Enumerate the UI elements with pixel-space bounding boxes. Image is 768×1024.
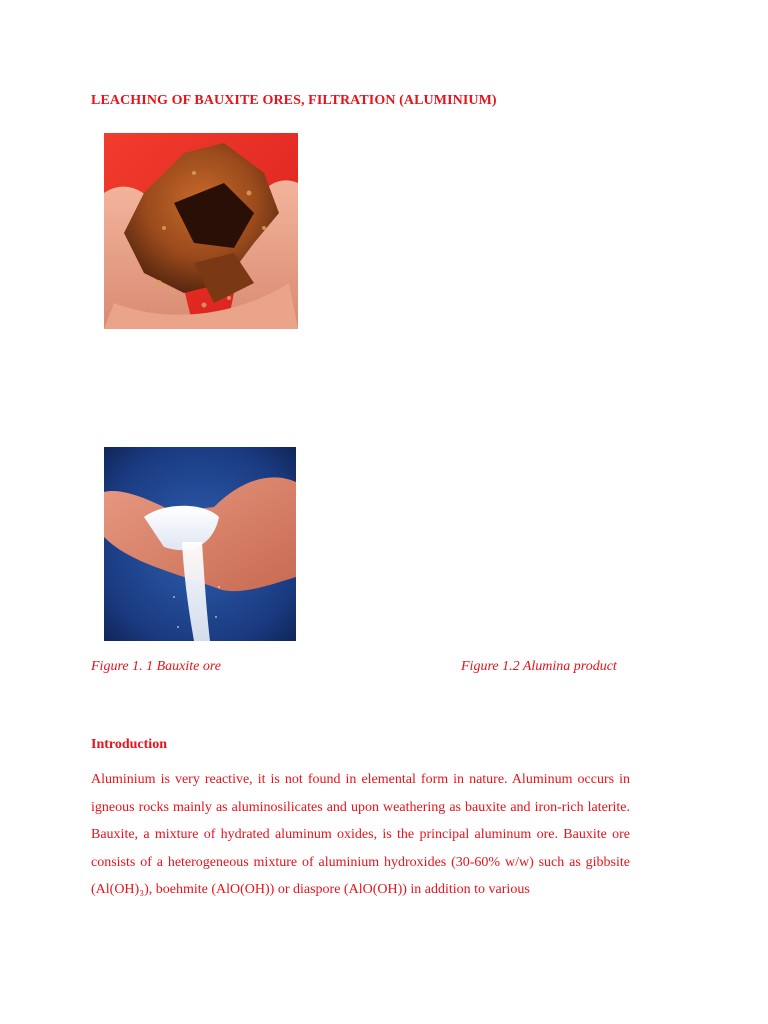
bauxite-ore-image [104,133,298,329]
alumina-product-image [104,447,296,641]
section-heading: Introduction [91,737,167,752]
figure-1-caption: Figure 1. 1 Bauxite ore [91,659,221,674]
page-title: LEACHING OF BAUXITE ORES, FILTRATION (ALUMINIUM) [91,93,497,108]
introduction-paragraph: Aluminium is very reactive, it is not found in elemental form in nature. Aluminum occurs in igneous rocks mainly as aluminosilicates and upon weathering as bauxite and iron-rich laterite. Bauxite, a mixture of hydrated aluminum oxides, is the principal aluminum ore. Bauxite ore consists of a heterogeneous mixture of aluminium hydroxides (30-60% w/w) such as gibbsite (Al(OH)₃), boehmite (AlO(OH)) or diaspore (AlO(OH)) in addition to various [91,772,630,897]
figure-2-caption: Figure 1.2 Alumina product [461,659,617,674]
